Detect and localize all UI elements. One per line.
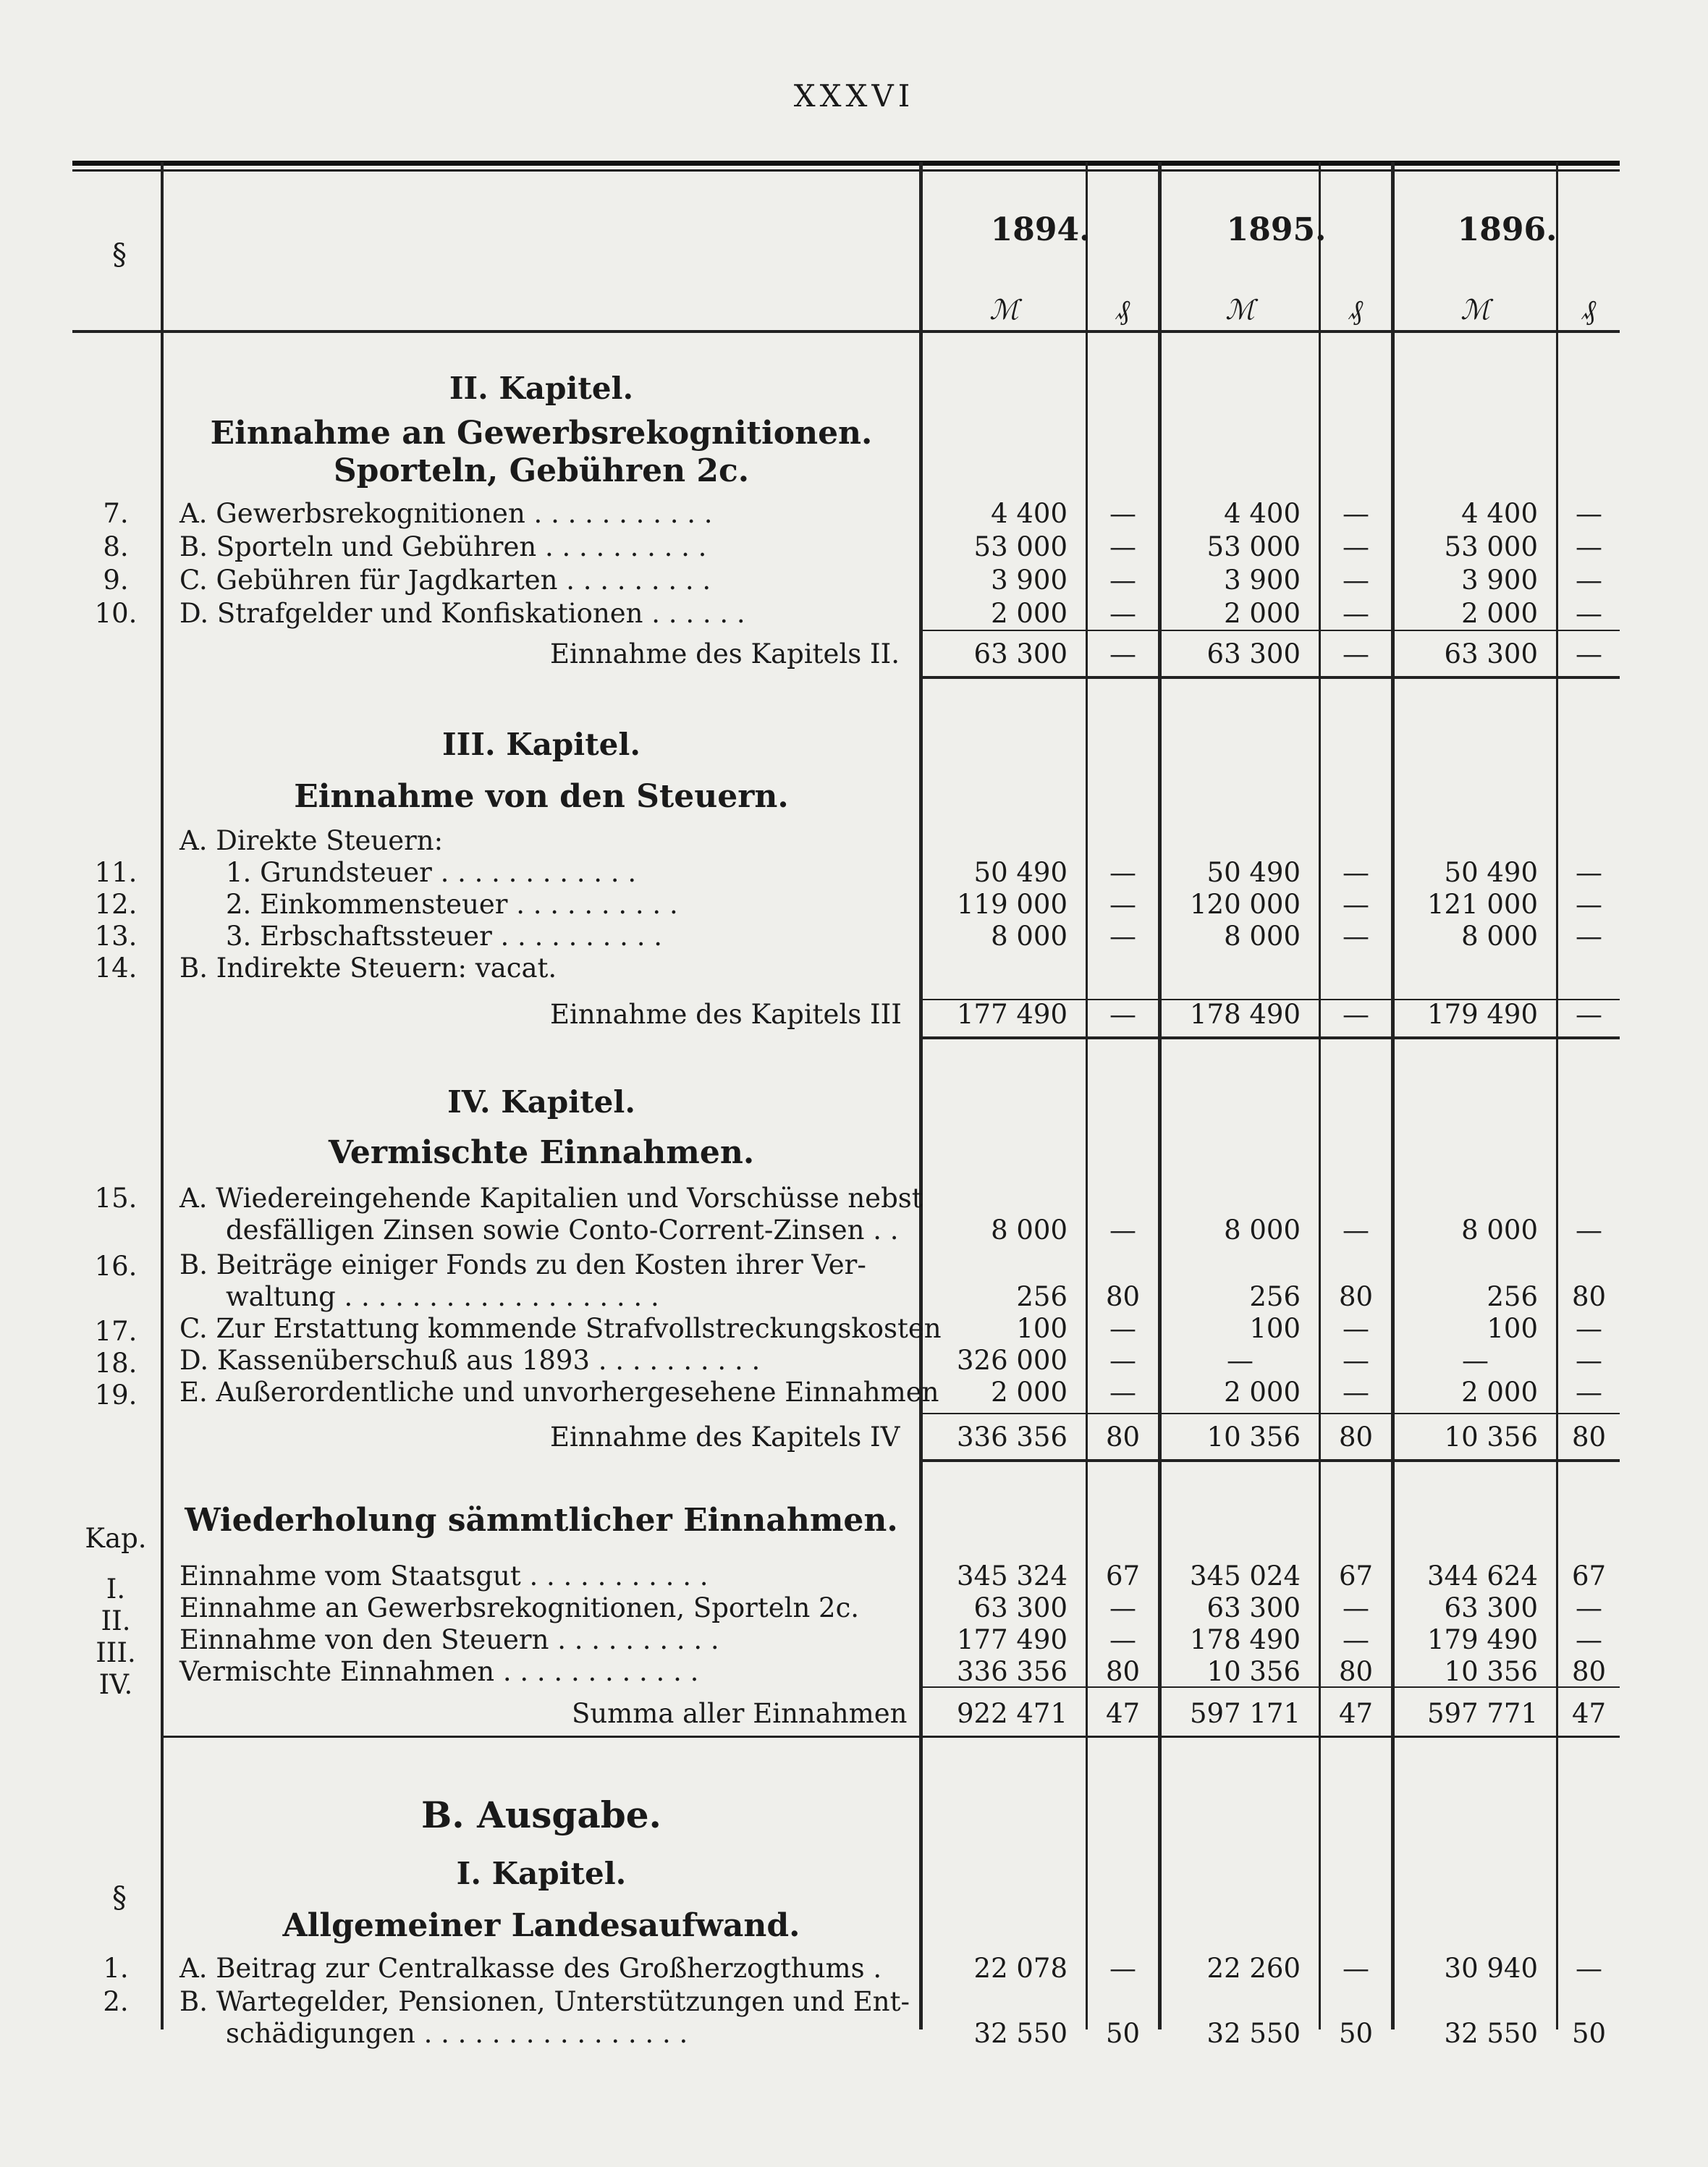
row-16-1894: 256 [1016,1281,1068,1312]
chapter-3-total-1896: 179 490 [1426,999,1538,1030]
ch2-row-9-1894-pf: — [1109,565,1136,596]
ch2-row-8-text: B. Sporteln und Gebühren . . . . . . . . . . [179,531,707,562]
chapter-2-total-1894: 63 300 [973,638,1068,669]
col-divider-1896 [1391,162,1395,2029]
chapter-3-total-label: Einnahme des Kapitels III [550,999,902,1030]
row-15-text-2: desfälligen Zinsen sowie Conto-Corrent-Zinsen . . [226,1215,899,1246]
ch3-row-12-1896-pf: — [1576,889,1602,920]
ch2-row-8-number: 8. [103,531,129,562]
row-15-1894: 8 000 [991,1215,1068,1246]
ch2-row-7-1894-pf: — [1109,498,1136,529]
ch2-row-10-number: 10. [94,598,138,629]
summary-row-1-1896: 344 624 [1426,1560,1538,1592]
ch2-row-10-text: D. Strafgelder und Konfiskationen . . . . . . [179,598,745,629]
ch3-row-11-1895: 50 490 [1206,857,1301,888]
ch2-row-8-1894: 53 000 [973,531,1068,562]
ch2-row-9-text: C. Gebühren für Jagdkarten . . . . . . . . . [179,565,711,596]
chapter-3-heading: III. Kapitel. [442,727,640,762]
ch3-row-11-1896-pf: — [1576,857,1602,888]
summary-row-4-1894-pf: 80 [1105,1656,1141,1687]
chapter-3-title: Einnahme von den Steuern. [294,778,789,815]
row-17-1894: 100 [1016,1313,1068,1344]
summary-title: Wiederholung sämmtlicher Einnahmen. [185,1502,898,1539]
ch3-row-12-1895: 120 000 [1189,889,1301,920]
summary-row-1-1894-pf: 67 [1105,1560,1141,1592]
chapter-4-title: Vermischte Einnahmen. [328,1134,755,1171]
chapter-2-total-1896-pf: — [1576,638,1602,669]
chapter-4-total-1895-pf: 80 [1338,1422,1374,1453]
ausgabe-row-2-1895-pf: 50 [1338,2018,1374,2049]
chapter-3-total-1896-pf: — [1576,999,1602,1030]
chapter-4-total-1896-pf: 80 [1571,1422,1607,1453]
pf-label-1894: ₰ [1116,294,1130,326]
ausgabe-row-1-1896: 30 940 [1444,1953,1538,1984]
row-18-text: D. Kassenüberschuß aus 1893 . . . . . . . . . . [179,1345,761,1376]
chapter-2-sum-rule [923,630,1620,631]
ch3-row-12-1894: 119 000 [956,889,1068,920]
mark-label-1894: ℳ [989,294,1019,326]
year-1896: 1896. [1457,211,1557,248]
summary-row-3-1894: 177 490 [956,1624,1068,1655]
ch3-row-11-1894-pf: — [1109,857,1136,888]
row-16-text-1: B. Beiträge einiger Fonds zu den Kosten ihrer Ver- [179,1249,866,1280]
chapter-4-total-label: Einnahme des Kapitels IV [550,1422,900,1453]
summary-row-2-1896-pf: — [1576,1592,1602,1623]
summary-total-1896: 597 771 [1426,1698,1538,1729]
chapter-2-title: Einnahme an Gewerbsrekognitionen. [210,415,873,452]
summary-row-2-1894-pf: — [1109,1592,1136,1623]
summary-row-4-number: IV. [98,1669,133,1700]
ch2-row-8-1896-pf: — [1576,531,1602,562]
top-rule [72,161,1620,166]
summary-total-1896-pf: 47 [1571,1698,1607,1729]
mark-label-1895: ℳ [1225,294,1255,326]
ch3-row-12-text: 2. Einkommensteuer . . . . . . . . . . [226,889,678,920]
ch2-row-10-1896: 2 000 [1461,598,1538,629]
ausgabe-section-sign: § [112,1881,127,1914]
chapter-4-sum-rule [923,1413,1620,1414]
chapter-2-total-label: Einnahme des Kapitels II. [550,638,900,669]
row-18-1895-pf: — [1343,1345,1369,1376]
pf-label-1895: ₰ [1349,294,1363,326]
summary-row-2-1896: 63 300 [1444,1592,1538,1623]
mark-label-1896: ℳ [1460,294,1490,326]
row-19-1896: 2 000 [1461,1377,1538,1408]
row-19-text: E. Außerordentliche und unvorhergesehene Einnahmen [179,1377,939,1408]
ch3-row-11-1896: 50 490 [1444,857,1538,888]
ch2-row-8-1895-pf: — [1343,531,1369,562]
chapter-3-total-1895: 178 490 [1189,999,1301,1030]
row-19-1895: 2 000 [1224,1377,1301,1408]
ausgabe-title: B. Ausgabe. [421,1794,661,1836]
pf-label-1896: ₰ [1582,294,1596,326]
ch3-row-13-text: 3. Erbschaftssteuer . . . . . . . . . . [226,921,662,952]
ch3-row-12-1894-pf: — [1109,889,1136,920]
row-17-1895: 100 [1249,1313,1301,1344]
row-15-number: 15. [94,1183,138,1214]
ch2-row-8-1894-pf: — [1109,531,1136,562]
chapter-2-total-1894-pf: — [1109,638,1136,669]
chapter-4-total-1896: 10 356 [1444,1422,1538,1453]
ausgabe-row-1-text: A. Beitrag zur Centralkasse des Großherzogthums . [179,1953,882,1984]
ausgabe-chapter-heading: I. Kapitel. [456,1856,627,1891]
ch2-row-7-1896: 4 400 [1461,498,1538,529]
summary-row-2-text: Einnahme an Gewerbsrekognitionen, Sporteln 2c. [179,1592,860,1623]
ch2-row-10-1895-pf: — [1343,598,1369,629]
row-18-1894-pf: — [1109,1345,1136,1376]
summary-row-4-1896-pf: 80 [1571,1656,1607,1687]
section-sign: § [112,238,127,271]
row-16-number: 16. [94,1251,138,1282]
summary-row-3-text: Einnahme von den Steuern . . . . . . . . . . [179,1624,719,1655]
chapter-3-total-1894: 177 490 [956,999,1068,1030]
ausgabe-row-1-number: 1. [103,1953,129,1984]
row-16-1895-pf: 80 [1338,1281,1374,1312]
ch2-row-7-1895-pf: — [1343,498,1369,529]
ch2-row-7-1896-pf: — [1576,498,1602,529]
row-19-1894-pf: — [1109,1377,1136,1408]
chapter-3-total-1895-pf: — [1343,999,1369,1030]
summary-kap-label: Kap. [85,1523,147,1554]
ausgabe-subtitle: Allgemeiner Landesaufwand. [282,1907,800,1944]
summary-total-label: Summa aller Einnahmen [572,1698,908,1729]
summary-row-2-1895-pf: — [1343,1592,1369,1623]
row-19-1895-pf: — [1343,1377,1369,1408]
ausgabe-row-2-1895: 32 550 [1206,2018,1301,2049]
row-15-1896-pf: — [1576,1215,1602,1246]
summary-row-4-1894: 336 356 [956,1656,1068,1687]
summary-row-4-text: Vermischte Einnahmen . . . . . . . . . . . . [179,1656,699,1687]
ch3-row-13-1896: 8 000 [1461,921,1538,952]
ch3-row-13-1895: 8 000 [1224,921,1301,952]
row-17-1896-pf: — [1576,1313,1602,1344]
chapter-4-double-rule [923,1459,1620,1462]
chapter-2-total-1895: 63 300 [1206,638,1301,669]
chapter-3-total-1894-pf: — [1109,999,1136,1030]
ch3-row-13-1894-pf: — [1109,921,1136,952]
row-16-1896: 256 [1487,1281,1538,1312]
row-16-1895: 256 [1249,1281,1301,1312]
summary-row-3-1896: 179 490 [1426,1624,1538,1655]
page-number: XXXVI [793,78,915,114]
col-divider-1895 [1158,162,1162,2029]
summary-row-3-1894-pf: — [1109,1624,1136,1655]
row-18-1896-pf: — [1576,1345,1602,1376]
summary-bottom-rule [164,1736,1620,1738]
ch2-row-10-1895: 2 000 [1224,598,1301,629]
ch3-row-11-1895-pf: — [1343,857,1369,888]
ausgabe-row-1-1894: 22 078 [973,1953,1068,1984]
summary-row-1-1895: 345 024 [1189,1560,1301,1592]
summary-row-3-1895: 178 490 [1189,1624,1301,1655]
ausgabe-row-1-1895: 22 260 [1206,1953,1301,1984]
chapter-3-double-rule [923,1036,1620,1039]
ch2-row-10-1894: 2 000 [991,598,1068,629]
summary-row-1-number: I. [106,1573,126,1605]
ch3-row-12-1896: 121 000 [1426,889,1538,920]
summary-total-1895: 597 171 [1189,1698,1301,1729]
top-rule-thin [72,169,1620,172]
ausgabe-row-2-1894: 32 550 [973,2018,1068,2049]
ausgabe-row-2-1894-pf: 50 [1105,2018,1141,2049]
row-17-1894-pf: — [1109,1313,1136,1344]
summary-total-1894: 922 471 [956,1698,1068,1729]
ch3-row-13-number: 13. [94,921,138,952]
year-1895: 1895. [1226,211,1327,248]
ch2-row-9-number: 9. [103,565,129,596]
col-divider-1894-pf [1086,162,1088,2029]
ausgabe-row-2-text-1: B. Wartegelder, Pensionen, Unterstützungen und Ent- [179,1986,910,2017]
ausgabe-row-2-number: 2. [103,1986,129,2017]
summary-row-1-text: Einnahme vom Staatsgut . . . . . . . . . . . [179,1560,709,1592]
summary-row-3-1896-pf: — [1576,1624,1602,1655]
chapter-4-total-1894-pf: 80 [1105,1422,1141,1453]
col-divider-1894 [919,162,923,2029]
col-divider-1896-pf [1556,162,1558,2029]
row-15-1895: 8 000 [1224,1215,1301,1246]
col-divider-1895-pf [1319,162,1321,2029]
row-16-text-2: waltung . . . . . . . . . . . . . . . . . . . [226,1281,659,1312]
ch2-row-9-1895: 3 900 [1224,565,1301,596]
row-16-1894-pf: 80 [1105,1281,1141,1312]
ch3-row-11-number: 11. [94,857,138,888]
summary-row-1-1895-pf: 67 [1338,1560,1374,1592]
row-18-1894: 326 000 [956,1345,1068,1376]
row-19-number: 19. [94,1380,138,1411]
row-17-1896: 100 [1487,1313,1538,1344]
summary-row-4-1896: 10 356 [1444,1656,1538,1687]
chapter-2-total-1895-pf: — [1343,638,1369,669]
row-15-text-1: A. Wiedereingehende Kapitalien und Vorschüsse nebst [179,1183,923,1214]
summary-row-1-1894: 345 324 [956,1560,1068,1592]
row-17-text: C. Zur Erstattung kommende Strafvollstreckungskosten [179,1313,942,1344]
ch2-row-9-1895-pf: — [1343,565,1369,596]
summary-row-3-1895-pf: — [1343,1624,1369,1655]
ch2-row-7-number: 7. [103,498,129,529]
ausgabe-row-2-1896-pf: 50 [1571,2018,1607,2049]
summary-row-2-1894: 63 300 [973,1592,1068,1623]
ausgabe-row-2-text-2: schädigungen . . . . . . . . . . . . . . . . [226,2018,688,2049]
summary-row-2-1895: 63 300 [1206,1592,1301,1623]
summary-total-1894-pf: 47 [1105,1698,1141,1729]
summary-row-1-1896-pf: 67 [1571,1560,1607,1592]
row-17-1895-pf: — [1343,1313,1369,1344]
ch3-row-11-1894: 50 490 [973,857,1068,888]
ch3-row-13-1896-pf: — [1576,921,1602,952]
summary-row-2-number: II. [101,1605,131,1636]
ch2-row-7-1895: 4 400 [1224,498,1301,529]
row-18-1896: — [1462,1345,1489,1376]
ausgabe-row-1-1895-pf: — [1343,1953,1369,1984]
header-rule [72,330,1620,333]
chapter-4-total-1895: 10 356 [1206,1422,1301,1453]
row-17-number: 17. [94,1316,138,1347]
chapter-2-subtitle: Sporteln, Gebühren 2c. [333,452,750,489]
chapter-2-total-1896: 63 300 [1444,638,1538,669]
chapter-4-heading: IV. Kapitel. [447,1084,635,1120]
ch2-row-9-1894: 3 900 [991,565,1068,596]
ch3-row-11-text: 1. Grundsteuer . . . . . . . . . . . . [226,857,637,888]
row-15-1894-pf: — [1109,1215,1136,1246]
row-14-number: 14. [94,952,138,984]
summary-row-4-1895-pf: 80 [1338,1656,1374,1687]
ch2-row-7-text: A. Gewerbsrekognitionen . . . . . . . . . . . [179,498,713,529]
ch2-row-9-1896: 3 900 [1461,565,1538,596]
summary-total-1895-pf: 47 [1338,1698,1374,1729]
summary-row-3-number: III. [96,1637,136,1668]
chapter-2-double-rule [923,676,1620,679]
summary-row-4-1895: 10 356 [1206,1656,1301,1687]
row-14-text: B. Indirekte Steuern: vacat. [179,952,557,984]
ch3-row-13-1895-pf: — [1343,921,1369,952]
ch2-row-8-1896: 53 000 [1444,531,1538,562]
ausgabe-row-1-1894-pf: — [1109,1953,1136,1984]
ch2-row-9-1896-pf: — [1576,565,1602,596]
ch2-row-8-1895: 53 000 [1206,531,1301,562]
row-15-1895-pf: — [1343,1215,1369,1246]
chapter-4-total-1894: 336 356 [956,1422,1068,1453]
ch2-row-10-1896-pf: — [1576,598,1602,629]
direct-taxes-label: A. Direkte Steuern: [179,825,444,856]
ch3-row-12-1895-pf: — [1343,889,1369,920]
ausgabe-row-2-1896: 32 550 [1444,2018,1538,2049]
year-1894: 1894. [990,211,1091,248]
row-16-1896-pf: 80 [1571,1281,1607,1312]
ausgabe-row-1-1896-pf: — [1576,1953,1602,1984]
ch3-row-12-number: 12. [94,889,138,920]
chapter-2-heading: II. Kapitel. [449,371,634,406]
row-19-1894: 2 000 [991,1377,1068,1408]
row-19-1896-pf: — [1576,1377,1602,1408]
ch3-row-13-1894: 8 000 [991,921,1068,952]
ch2-row-10-1894-pf: — [1109,598,1136,629]
row-15-1896: 8 000 [1461,1215,1538,1246]
ch2-row-7-1894: 4 400 [991,498,1068,529]
row-18-number: 18. [94,1348,138,1379]
row-18-1895: — [1227,1345,1253,1376]
